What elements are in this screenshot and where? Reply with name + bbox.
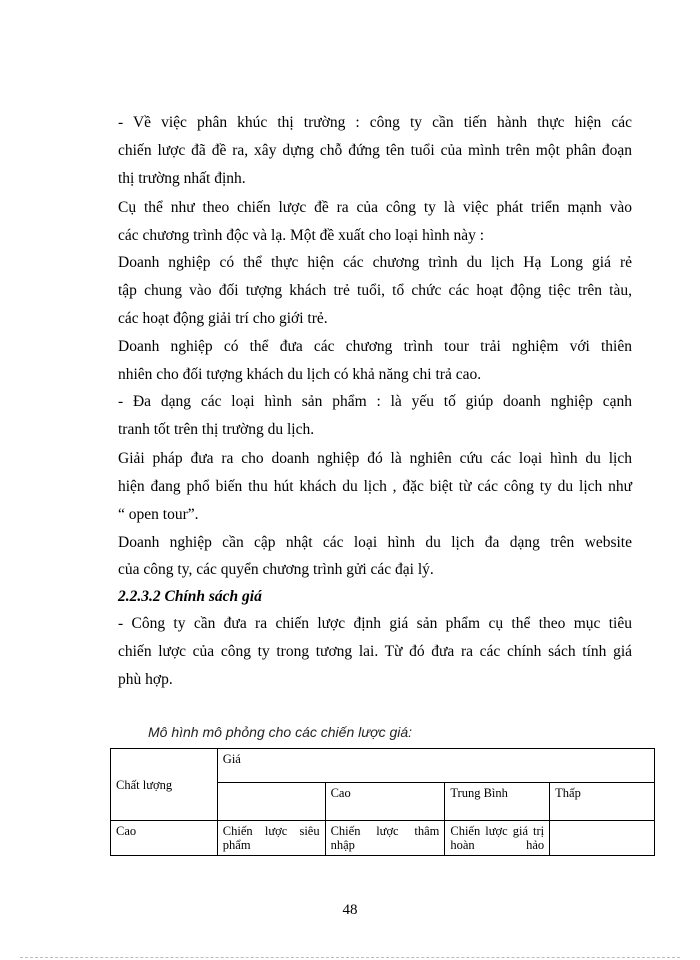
text-line: nhiên cho đối tượng khách du lịch có khả năng chi trả cao. — [118, 366, 482, 383]
text-line: - Về việc phân khúc thị trường : công ty cần tiến hành thực hiện các — [118, 114, 632, 131]
pricing-strategy-table — [110, 748, 655, 856]
text-line: hiện đang phổ biến thu hút khách du lịch , đặc biệt từ các công ty du lịch như — [118, 478, 632, 495]
text-line: - Công ty cần đưa ra chiến lược định giá sản phẩm cụ thể theo mục tiêu — [118, 615, 632, 632]
text-line: - Đa dạng các loại hình sản phẩm : là yếu tố giúp doanh nghiệp cạnh — [118, 393, 632, 410]
text-line: Giải pháp đưa ra cho doanh nghiệp đó là nghiên cứu các loại hình du lịch — [118, 450, 632, 467]
text-line: “ open tour”. — [118, 506, 199, 523]
text-line: tranh tốt trên thị trường du lịch. — [118, 421, 315, 438]
page-break-divider — [20, 957, 680, 958]
text-line: Cụ thể như theo chiến lược đề ra của công ty là việc phát triển mạnh vào — [118, 199, 632, 216]
text-line: Doanh nghiệp cần cập nhật các loại hình du lịch đa dạng trên website — [118, 534, 632, 551]
price-level-header: Cao — [325, 783, 445, 821]
strategy-cell: Chiến lược giá trị hoàn hảo — [445, 821, 550, 856]
page-number: 48 — [342, 902, 358, 918]
strategy-cell: Chiến lược thâm nhập — [325, 821, 445, 856]
text-line: phù hợp. — [118, 671, 173, 688]
text-line: Doanh nghiệp có thể đưa các chương trình tour trải nghiệm với thiên — [118, 338, 632, 355]
section-heading: 2.2.3.2 Chính sách giá — [118, 588, 262, 605]
quality-level-cell: Cao — [111, 821, 218, 856]
column-group-price: Giá — [217, 749, 654, 783]
text-line: các chương trình độc và lạ. Một đề xuất cho loại hình này : — [118, 227, 485, 244]
text-line: các hoạt động giải trí cho giới trẻ. — [118, 310, 328, 327]
text-line: tập chung vào đối tượng khách trẻ tuổi, tổ chức các hoạt động tiệc trên tàu, — [118, 282, 632, 299]
text-line: chiến lược đã đề ra, xây dựng chỗ đứng tên tuổi của mình trên một phân đoạn — [118, 142, 632, 159]
text-line: Doanh nghiệp có thể thực hiện các chương trình du lịch Hạ Long giá rẻ — [118, 254, 632, 271]
text-line: của công ty, các quyển chương trình gửi các đại lý. — [118, 561, 434, 578]
strategy-cell: Chiến lược siêu phẩm — [217, 821, 325, 856]
table-caption: Mô hình mô phỏng cho các chiến lược giá: — [148, 724, 413, 740]
text-line: chiến lược của công ty trong tương lai. Từ đó đưa ra các chính sách tính giá — [118, 643, 632, 660]
price-level-header: Trung Bình — [445, 783, 550, 821]
row-header-quality: Chất lượng — [111, 749, 218, 821]
price-level-header: Thấp — [550, 783, 655, 821]
strategy-cell — [550, 821, 655, 856]
text-line: thị trường nhất định. — [118, 170, 246, 187]
empty-cell — [217, 783, 325, 821]
